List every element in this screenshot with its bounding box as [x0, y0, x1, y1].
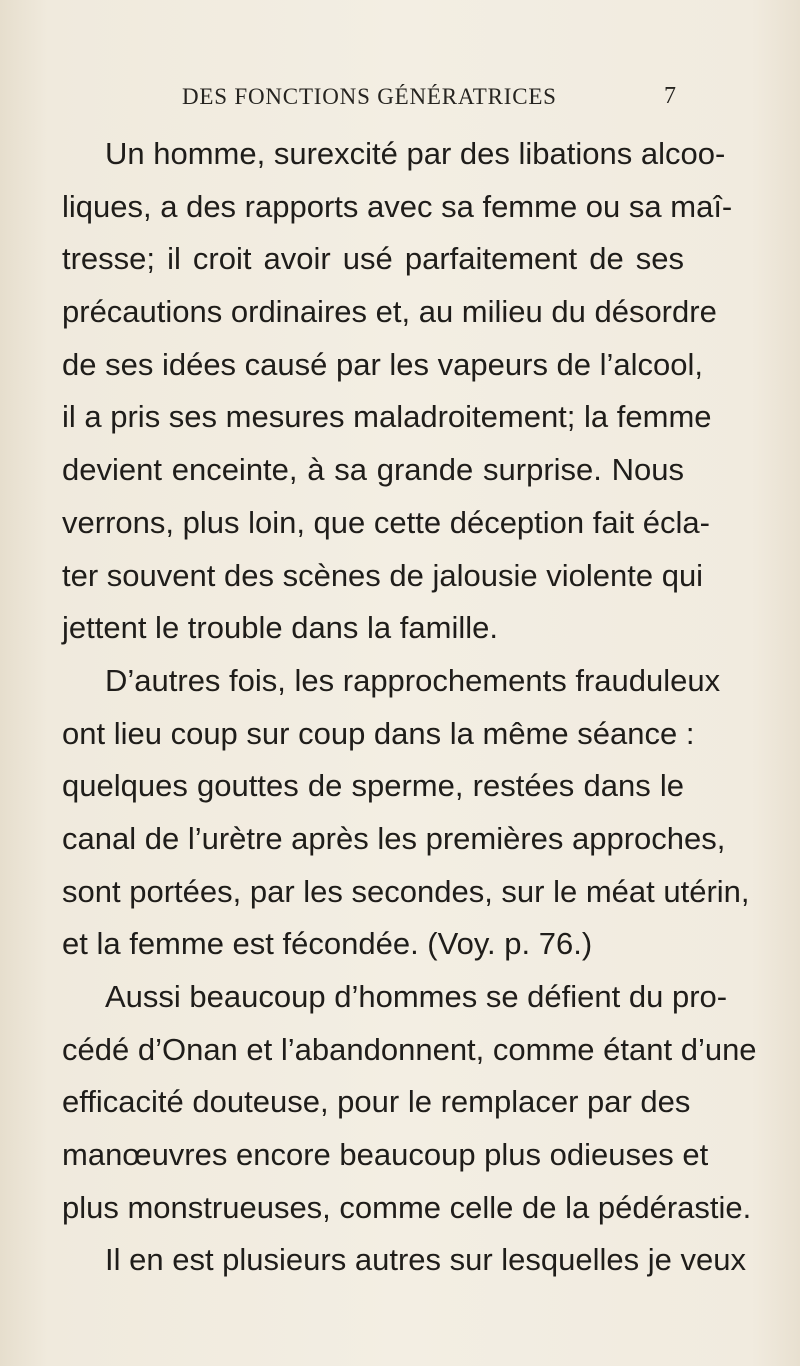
text-line: il a pris ses mesures maladroitement; la femme [62, 399, 712, 435]
text-line: jettent le trouble dans la famille. [62, 610, 498, 646]
text-line: efficacité douteuse, pour le remplacer par des [62, 1084, 691, 1120]
text-line: Aussi beaucoup d’hommes se défient du pro- [105, 979, 728, 1014]
text-line: quelques gouttes de sperme, restées dans le [62, 768, 684, 804]
running-head-title: DES FONCTIONS GÉNÉRATRICES [182, 84, 557, 109]
text-line: D’autres fois, les rapprochements frauduleux [105, 662, 721, 698]
text-line: et la femme est fécondée. (Voy. p. 76.) [62, 926, 593, 962]
text-line: ont lieu coup sur coup dans la même séance : [62, 715, 695, 751]
text-line: Il en est plusieurs autres sur lesquelles je veux [105, 1242, 746, 1278]
text-line: canal de l’urètre après les premières approches, [62, 820, 726, 856]
text-line: liques, a des rapports avec sa femme ou sa maî- [62, 188, 733, 224]
page-number: 7 [664, 83, 676, 109]
paragraph-4 [62, 1234, 746, 1287]
text-line: ter souvent des scènes de jalousie violente qui [62, 557, 704, 593]
text-line: sont portées, par les secondes, sur le méat utérin, [62, 873, 750, 909]
running-head [0, 84, 800, 118]
text-line: précautions ordinaires et, au milieu du désordre [62, 294, 717, 330]
text-line: manœuvres encore beaucoup plus odieuses et [62, 1137, 709, 1173]
paragraph-3 [62, 971, 757, 1234]
paragraph-1 [62, 128, 733, 655]
text-line: cédé d’Onan et l’abandonnent, comme étant d’une [62, 1031, 757, 1067]
text-line: tresse; il croit avoir usé parfaitement de ses [62, 241, 684, 277]
text-line: verrons, plus loin, que cette déception fait écla- [62, 504, 710, 540]
body-text [62, 128, 757, 1287]
text-line: de ses idées causé par les vapeurs de l’alcool, [62, 346, 704, 382]
text-line: devient enceinte, à sa grande surprise. Nous [62, 452, 684, 488]
text-line: Un homme, surexcité par des libations alcoo- [105, 136, 726, 171]
paragraph-2 [62, 655, 750, 971]
text-line: plus monstrueuses, comme celle de la pédérastie. [62, 1189, 752, 1225]
